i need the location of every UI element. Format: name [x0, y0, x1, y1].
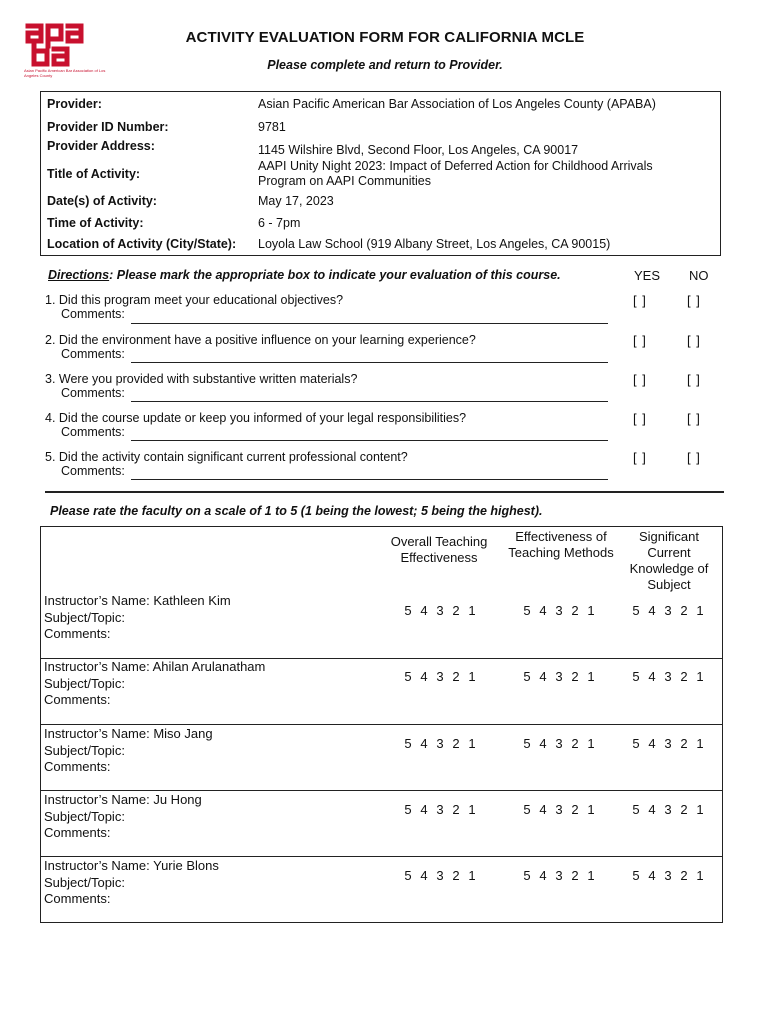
instructor-name-value[interactable]: Miso Jang	[153, 726, 213, 741]
question-2	[45, 333, 615, 361]
col-subject-knowledge: Significant Current Knowledge of Subject	[629, 529, 709, 592]
comments-label: Comments:	[61, 347, 125, 361]
q4-yes-checkbox[interactable]: [ ]	[633, 411, 647, 426]
instructor-name-value[interactable]: Kathleen Kim	[153, 593, 231, 608]
activity-title-label: Title of Activity:	[47, 167, 141, 181]
provider-id-label: Provider ID Number:	[47, 120, 169, 134]
provider-info-box	[40, 91, 721, 256]
activity-title-value: AAPI Unity Night 2023: Impact of Deferred Action for Childhood Arrivals Program on AAPI Communities	[258, 159, 653, 188]
col-teaching-methods: Effectiveness of Teaching Methods	[508, 529, 614, 560]
comments-label: Comments:	[61, 386, 125, 400]
instructor-name: Instructor’s Name: Miso Jang	[44, 726, 213, 741]
rating-scale[interactable]: 5 4 3 2 1	[404, 802, 476, 817]
rating-heading: Please rate the faculty on a scale of 1 to 5 (1 being the lowest; 5 being the highest).	[50, 504, 543, 518]
rating-scale[interactable]: 5 4 3 2 1	[404, 868, 476, 883]
rating-scale[interactable]: 5 4 3 2 1	[632, 669, 704, 684]
activity-date-value: May 17, 2023	[258, 194, 334, 208]
rating-scale[interactable]: 5 4 3 2 1	[404, 669, 476, 684]
activity-location-label: Location of Activity (City/State):	[47, 237, 237, 251]
question-1	[45, 293, 615, 321]
subject-label[interactable]: Subject/Topic:	[44, 742, 125, 758]
rating-scale[interactable]: 5 4 3 2 1	[404, 603, 476, 618]
question-text: 5. Did the activity contain significant current professional content?	[45, 450, 408, 464]
rating-scale[interactable]: 5 4 3 2 1	[523, 736, 595, 751]
comments-label: Comments:	[61, 464, 125, 478]
comments-line[interactable]	[131, 479, 608, 480]
comments-label[interactable]: Comments:	[44, 692, 111, 707]
comments-line[interactable]	[131, 362, 608, 363]
instructor-name-value[interactable]: Yurie Blons	[153, 858, 219, 873]
instructor-name: Instructor’s Name: Kathleen Kim	[44, 593, 231, 608]
comments-line[interactable]	[131, 401, 608, 402]
yes-header: YES	[634, 268, 661, 283]
comments-label: Comments:	[61, 307, 125, 321]
comments-label[interactable]: Comments:	[44, 891, 111, 906]
q3-no-checkbox[interactable]: [ ]	[687, 372, 701, 387]
instructor-name-value[interactable]: Ju Hong	[153, 792, 202, 807]
instructor-block	[44, 792, 202, 842]
q4-no-checkbox[interactable]: [ ]	[687, 411, 701, 426]
rating-scale[interactable]: 5 4 3 2 1	[523, 603, 595, 618]
q5-no-checkbox[interactable]: [ ]	[687, 450, 701, 465]
rating-scale[interactable]: 5 4 3 2 1	[632, 736, 704, 751]
comments-label[interactable]: Comments:	[44, 825, 111, 840]
form-title: ACTIVITY EVALUATION FORM FOR CALIFORNIA MCLE	[185, 29, 585, 46]
question-text: 3. Were you provided with substantive written materials?	[45, 372, 358, 386]
activity-date-label: Date(s) of Activity:	[47, 194, 157, 208]
question-text: 2. Did the environment have a positive influence on your learning experience?	[45, 333, 476, 347]
subject-label[interactable]: Subject/Topic:	[44, 808, 125, 824]
activity-location-value: Loyola Law School (919 Albany Street, Los Angeles, CA 90015)	[258, 237, 611, 251]
q2-yes-checkbox[interactable]: [ ]	[633, 333, 647, 348]
provider-id-value: 9781	[258, 120, 286, 134]
question-4	[45, 411, 615, 439]
subject-label[interactable]: Subject/Topic:	[44, 874, 125, 890]
question-3	[45, 372, 615, 400]
row-divider	[41, 856, 722, 857]
faculty-rating-table	[40, 526, 723, 923]
instructor-name: Instructor’s Name: Yurie Blons	[44, 858, 219, 873]
rating-scale[interactable]: 5 4 3 2 1	[632, 868, 704, 883]
no-header: NO	[689, 268, 709, 283]
activity-time-value: 6 - 7pm	[258, 216, 301, 230]
instructor-block	[44, 593, 231, 643]
q5-yes-checkbox[interactable]: [ ]	[633, 450, 647, 465]
section-divider	[45, 491, 724, 493]
directions	[48, 268, 561, 282]
rating-scale[interactable]: 5 4 3 2 1	[632, 603, 704, 618]
q2-no-checkbox[interactable]: [ ]	[687, 333, 701, 348]
rating-scale[interactable]: 5 4 3 2 1	[523, 802, 595, 817]
logo-tagline: Asian Pacific American Bar Association of Los Angeles County	[24, 68, 106, 78]
question-5	[45, 450, 615, 478]
comments-line[interactable]	[131, 440, 608, 441]
activity-time-label: Time of Activity:	[47, 216, 144, 230]
provider-address-value: 1145 Wilshire Blvd, Second Floor, Los Angeles, CA 90017	[258, 143, 579, 157]
q1-no-checkbox[interactable]: [ ]	[687, 293, 701, 308]
provider-label: Provider:	[47, 97, 102, 111]
instructor-block	[44, 726, 213, 776]
subject-label[interactable]: Subject/Topic:	[44, 609, 125, 625]
q1-yes-checkbox[interactable]: [ ]	[633, 293, 647, 308]
instructor-block	[44, 858, 219, 908]
comments-label[interactable]: Comments:	[44, 759, 111, 774]
subject-label[interactable]: Subject/Topic:	[44, 675, 125, 691]
instructor-block	[44, 659, 265, 709]
directions-text: : Please mark the appropriate box to indicate your evaluation of this course.	[109, 268, 561, 282]
rating-scale[interactable]: 5 4 3 2 1	[523, 669, 595, 684]
directions-label: Directions	[48, 268, 110, 282]
rating-scale[interactable]: 5 4 3 2 1	[632, 802, 704, 817]
question-text: 4. Did the course update or keep you informed of your legal responsibilities?	[45, 411, 467, 425]
q3-yes-checkbox[interactable]: [ ]	[633, 372, 647, 387]
instructor-name: Instructor’s Name: Ahilan Arulanatham	[44, 659, 266, 674]
rating-scale[interactable]: 5 4 3 2 1	[404, 736, 476, 751]
form-subtitle: Please complete and return to Provider.	[267, 58, 503, 72]
instructor-name-value[interactable]: Ahilan Arulanatham	[152, 659, 266, 674]
row-divider	[41, 724, 722, 725]
instructor-name: Instructor’s Name: Ju Hong	[44, 792, 202, 807]
rating-scale[interactable]: 5 4 3 2 1	[523, 868, 595, 883]
row-divider	[41, 790, 722, 791]
comments-label: Comments:	[61, 425, 125, 439]
comments-line[interactable]	[131, 323, 608, 324]
question-text: 1. Did this program meet your educational objectives?	[45, 293, 344, 307]
provider-address-label: Provider Address:	[47, 139, 155, 153]
comments-label[interactable]: Comments:	[44, 626, 111, 641]
col-overall-teaching: Overall Teaching Effectiveness	[390, 534, 488, 565]
provider-value: Asian Pacific American Bar Association of Los Angeles County (APABA)	[258, 97, 656, 111]
